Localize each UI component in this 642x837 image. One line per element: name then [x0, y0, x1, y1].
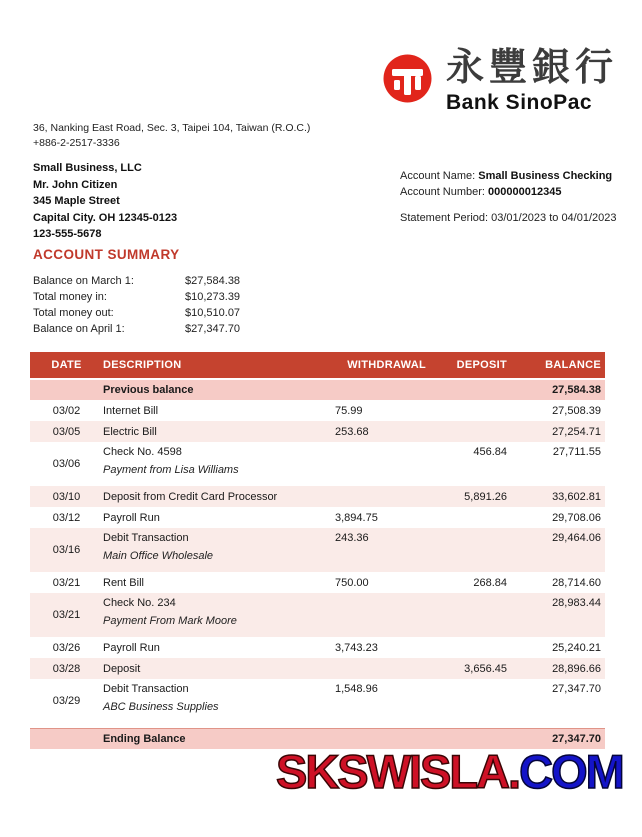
header-deposit: DEPOSIT — [456, 359, 507, 371]
transaction-deposit — [430, 683, 511, 723]
summary-label: Total money in: — [33, 291, 107, 303]
transaction-description — [103, 532, 335, 572]
transaction-row — [30, 442, 605, 486]
transaction-description-main: Deposit from Credit Card Processor — [103, 490, 278, 503]
summary-row — [33, 305, 265, 321]
transaction-date: 03/05 — [52, 425, 81, 438]
transaction-description-main: Payroll Run — [103, 511, 160, 524]
transaction-withdrawal: 3,743.23 — [335, 641, 378, 654]
transaction-withdrawal — [335, 446, 430, 486]
transaction-balance: 29,708.06 — [552, 511, 601, 524]
transaction-balance: 25,240.21 — [552, 641, 601, 654]
transaction-date: 03/21 — [52, 609, 81, 621]
summary-value: $10,510.07 — [185, 307, 241, 319]
account-summary-table — [33, 273, 265, 337]
header-balance: BALANCE — [545, 359, 601, 371]
header-description: DESCRIPTION — [103, 359, 182, 371]
summary-value: $27,584.38 — [185, 275, 241, 287]
transaction-description — [103, 491, 335, 503]
transaction-row — [30, 637, 605, 658]
transaction-row — [30, 658, 605, 679]
account-name-label: Account Name: — [400, 170, 479, 182]
header-withdrawal: WITHDRAWAL — [347, 359, 426, 371]
account-number-label: Account Number: — [400, 186, 489, 198]
transaction-row — [30, 486, 605, 507]
transaction-withdrawal: 3,894.75 — [335, 511, 378, 524]
transaction-balance: 28,983.44 — [552, 597, 601, 609]
transaction-deposit — [430, 597, 511, 637]
transaction-balance: 29,464.06 — [552, 532, 601, 544]
transaction-description-main: Internet Bill — [103, 404, 159, 417]
summary-label: Total money out: — [33, 307, 114, 319]
summary-label: Balance on March 1: — [33, 275, 134, 287]
transaction-description — [103, 642, 335, 654]
summary-row — [33, 321, 265, 337]
transaction-balance: 33,602.81 — [552, 490, 601, 503]
transaction-description — [103, 426, 335, 438]
transaction-date: 03/21 — [52, 576, 81, 589]
transaction-description — [103, 446, 335, 486]
account-summary-title: ACCOUNT SUMMARY — [33, 247, 180, 262]
transaction-date: 03/26 — [52, 641, 81, 654]
transaction-description-main: Payroll Run — [103, 641, 160, 654]
previous-balance-row — [30, 380, 605, 400]
site-watermark — [276, 746, 623, 798]
account-number-value: 000000012345 — [488, 186, 562, 198]
transaction-description — [103, 683, 335, 723]
account-name-value: Small Business Checking — [478, 170, 613, 182]
bank-name-english: Bank SinoPac — [446, 91, 593, 114]
transaction-withdrawal: 750.00 — [335, 576, 369, 589]
transaction-date: 03/10 — [52, 490, 81, 503]
transaction-balance: 27,508.39 — [552, 404, 601, 417]
transaction-deposit: 268.84 — [473, 576, 507, 589]
transaction-deposit: 3,656.45 — [464, 662, 507, 675]
transaction-rows — [30, 400, 605, 723]
summary-label: Balance on April 1: — [33, 323, 125, 335]
bank-name-chinese: 永豐銀行 — [446, 47, 619, 89]
transaction-description — [103, 597, 335, 637]
transaction-date: 03/16 — [52, 544, 81, 556]
transaction-balance: 27,347.70 — [552, 683, 601, 695]
transaction-balance: 27,711.55 — [552, 446, 601, 458]
bank-logo-text — [446, 46, 618, 114]
transaction-description-note: Payment From Mark Moore — [103, 615, 237, 627]
transaction-balance: 28,714.60 — [552, 576, 601, 589]
transaction-description-main: Deposit — [103, 662, 141, 675]
sinopac-logo-icon — [383, 54, 432, 103]
transaction-row — [30, 593, 605, 637]
transaction-date: 03/29 — [52, 695, 81, 707]
transaction-table — [30, 352, 612, 749]
transaction-row — [30, 507, 605, 528]
transaction-deposit: 5,891.26 — [464, 490, 507, 503]
watermark-red-text: SKSWISLA. — [276, 745, 520, 798]
customer-line: Capital City. OH 12345-0123 — [33, 211, 178, 224]
transaction-description-main: Debit Transaction — [103, 532, 189, 544]
bank-contact-block — [33, 121, 310, 151]
transaction-date: 03/28 — [52, 662, 81, 675]
summary-row — [33, 273, 265, 289]
transaction-row — [30, 421, 605, 442]
ending-balance-value: 27,347.70 — [552, 733, 601, 745]
transaction-description-main: Electric Bill — [103, 425, 157, 438]
transaction-description — [103, 512, 335, 524]
transaction-description-main: Check No. 4598 — [103, 446, 182, 458]
transaction-withdrawal — [335, 597, 430, 637]
transaction-balance: 28,896.66 — [552, 662, 601, 675]
header-date: DATE — [51, 359, 82, 371]
transaction-withdrawal: 75.99 — [335, 404, 363, 417]
bank-phone: +886-2-2517-3336 — [33, 137, 120, 149]
transaction-withdrawal: 243.36 — [335, 532, 369, 544]
statement-period-line: Statement Period: 03/01/2023 to 04/01/2023 — [400, 212, 617, 224]
transaction-deposit — [430, 532, 511, 572]
bank-logo — [383, 46, 618, 114]
transaction-description-main: Check No. 234 — [103, 597, 176, 609]
transaction-description-main: Rent Bill — [103, 576, 144, 589]
customer-line: 345 Maple Street — [33, 195, 120, 207]
watermark-blue-text: COM — [519, 745, 623, 798]
transaction-date: 03/02 — [52, 404, 81, 417]
transaction-description — [103, 663, 335, 675]
customer-line: Small Business, LLC — [33, 162, 142, 174]
account-number-line — [400, 184, 617, 200]
transaction-description — [103, 577, 335, 589]
transaction-description — [103, 405, 335, 417]
transaction-date: 03/06 — [52, 458, 81, 470]
transaction-row — [30, 400, 605, 421]
transaction-row — [30, 679, 605, 723]
transaction-description-note: ABC Business Supplies — [103, 701, 219, 713]
customer-line: Mr. John Citizen — [33, 178, 118, 191]
transaction-description-main: Debit Transaction — [103, 683, 189, 695]
transaction-row — [30, 528, 605, 572]
customer-address-block — [33, 160, 177, 243]
transaction-date: 03/12 — [52, 511, 81, 524]
transaction-row — [30, 572, 605, 593]
account-name-line — [400, 168, 617, 184]
account-info-block — [400, 168, 617, 226]
transaction-table-header — [30, 352, 605, 378]
bank-address: 36, Nanking East Road, Sec. 3, Taipei 104, Taiwan (R.O.C.) — [33, 122, 311, 134]
summary-row — [33, 289, 265, 305]
ending-balance-label: Ending Balance — [103, 733, 186, 745]
previous-balance-label: Previous balance — [103, 384, 194, 396]
summary-value: $27,347.70 — [185, 323, 241, 335]
transaction-balance: 27,254.71 — [552, 425, 601, 438]
transaction-deposit: 456.84 — [473, 446, 507, 458]
previous-balance-value: 27,584.38 — [552, 384, 601, 396]
transaction-description-note: Main Office Wholesale — [103, 550, 214, 562]
customer-line: 123-555-5678 — [33, 228, 102, 240]
transaction-withdrawal: 253.68 — [335, 425, 369, 438]
transaction-withdrawal: 1,548.96 — [335, 683, 378, 695]
transaction-description-note: Payment from Lisa Williams — [103, 464, 239, 476]
summary-value: $10,273.39 — [185, 291, 241, 303]
